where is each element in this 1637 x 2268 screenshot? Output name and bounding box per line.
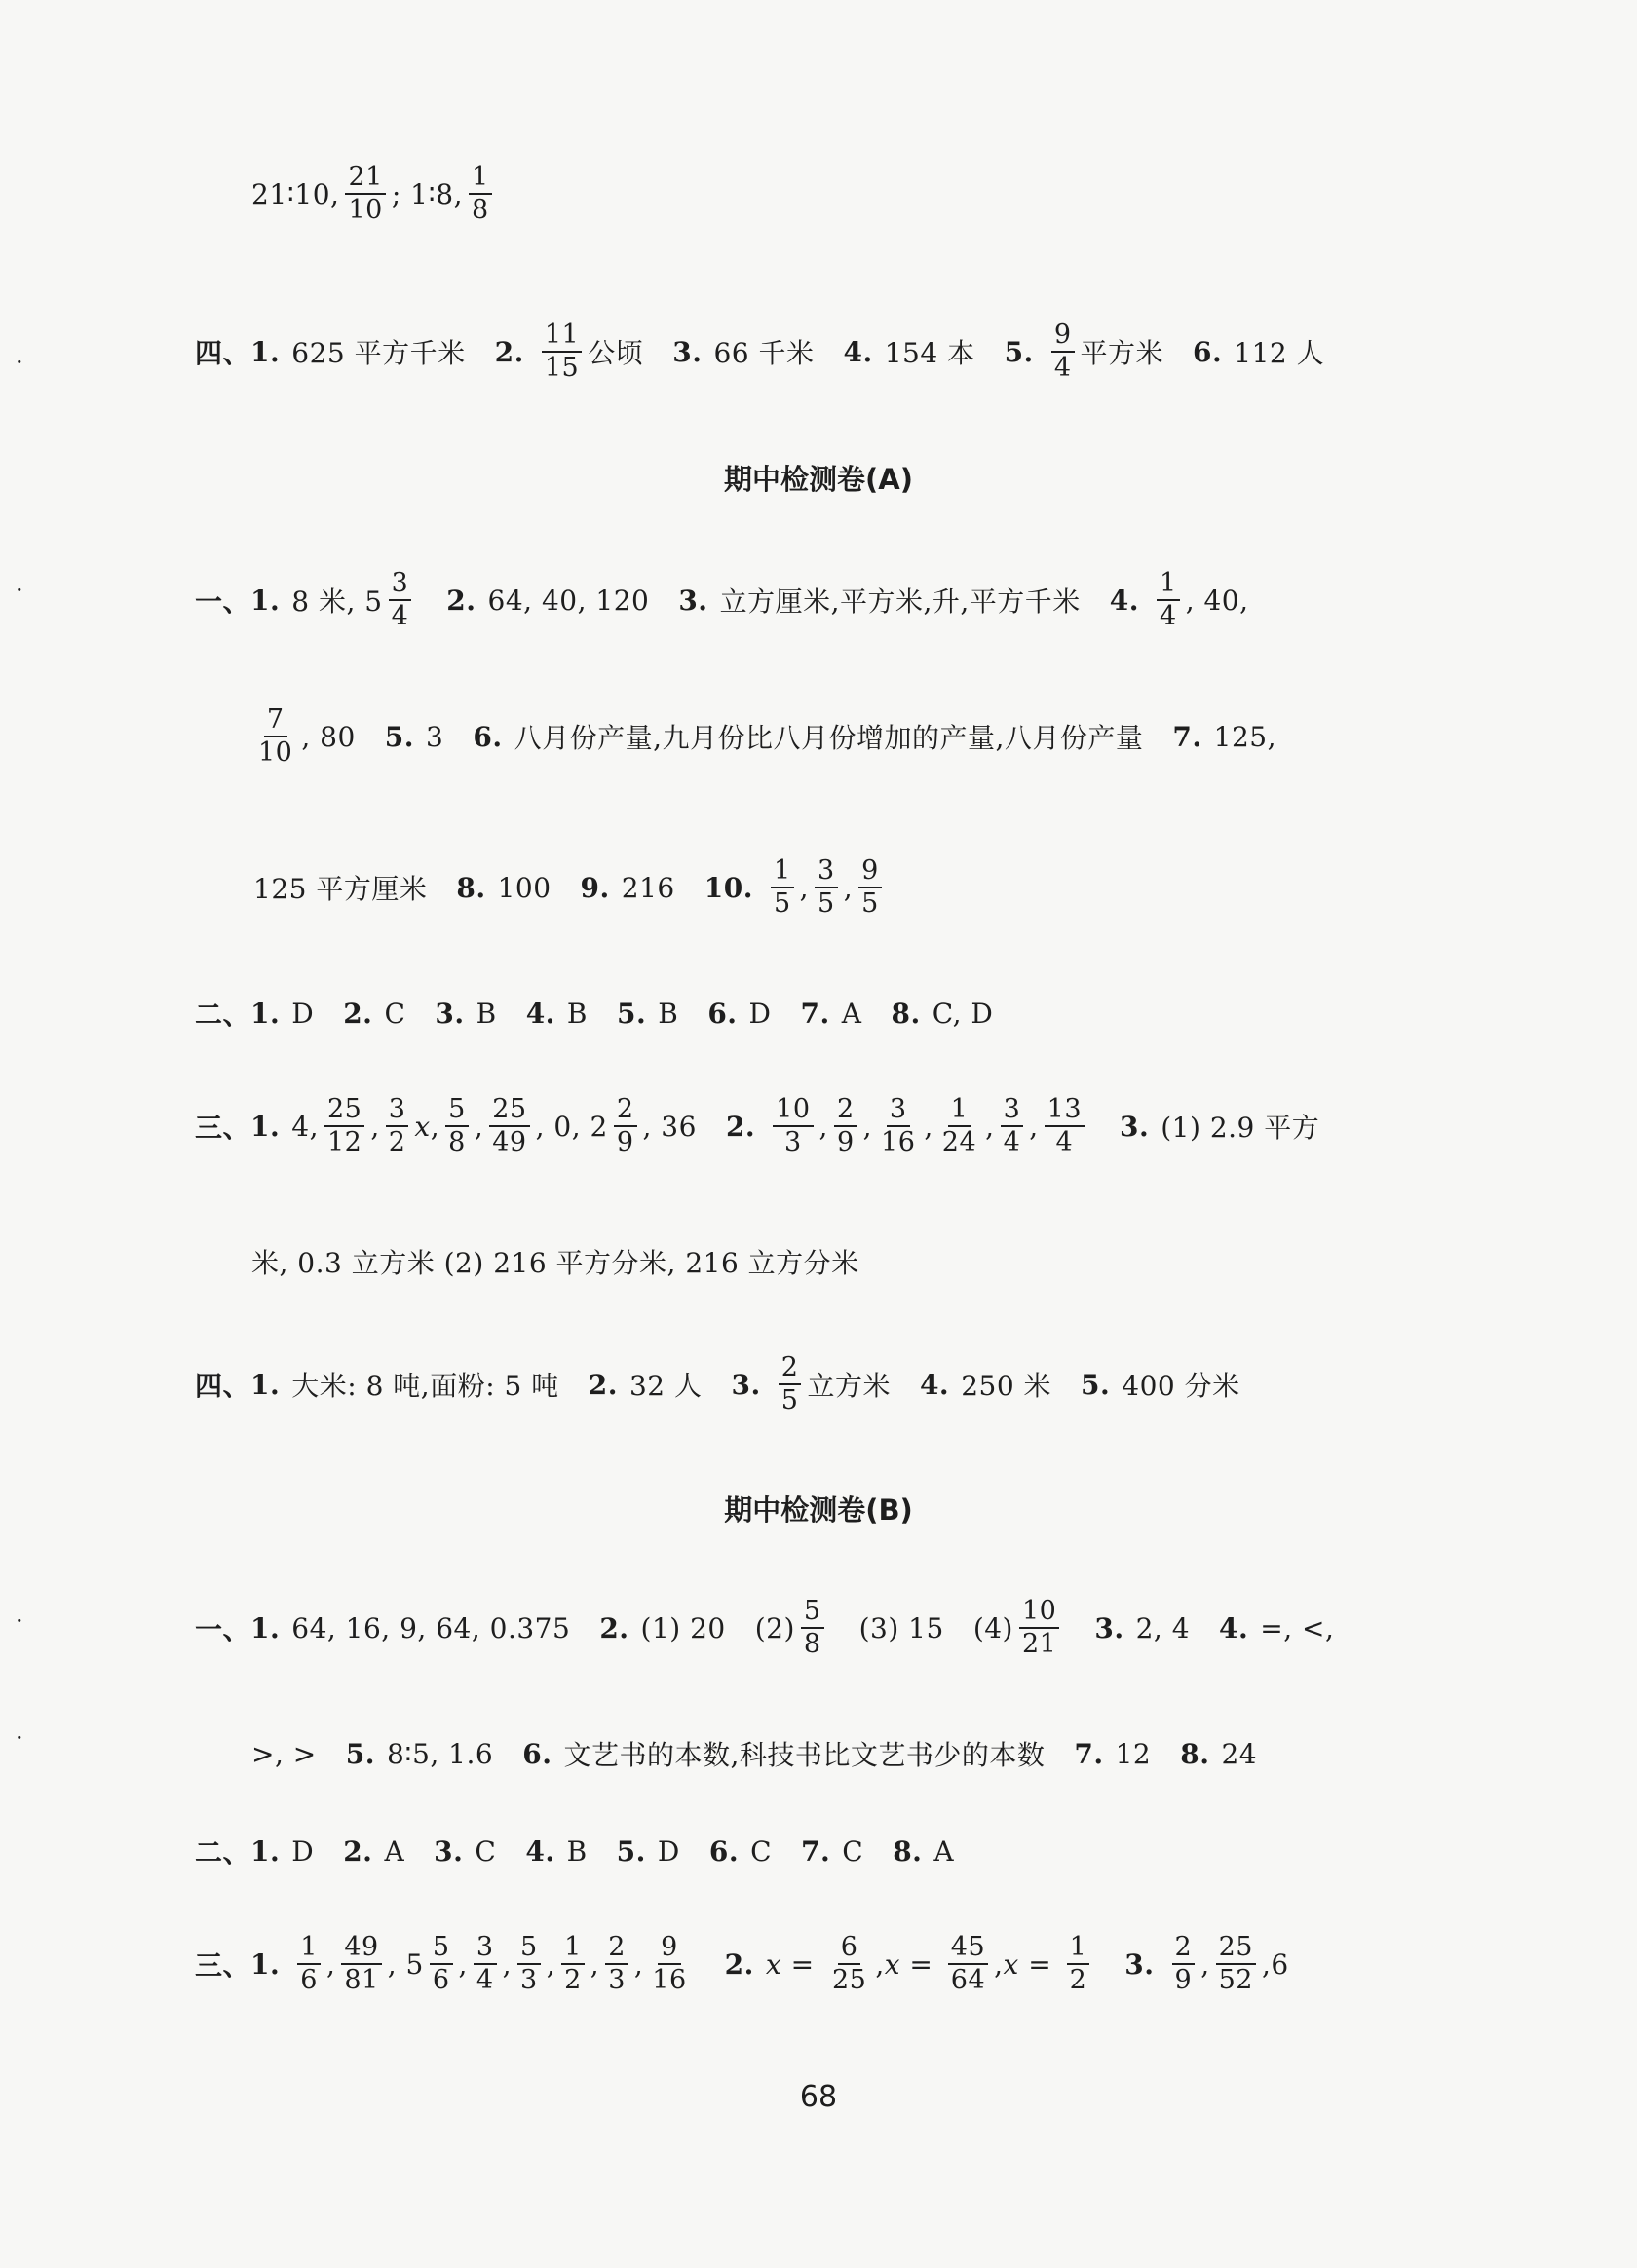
- fraction-denominator: 64: [950, 1965, 986, 1996]
- fraction-denominator: 4: [476, 1965, 494, 1996]
- fraction-numerator: 2: [1172, 1934, 1196, 1965]
- item-number: 1.: [250, 1947, 281, 1981]
- fraction-numerator: 5: [430, 1934, 453, 1965]
- text: (1) 20: [640, 1611, 726, 1644]
- fraction-denominator: 4: [1053, 353, 1072, 384]
- fraction: [389, 570, 412, 631]
- fraction-denominator: 15: [544, 353, 580, 384]
- fraction-numerator: 10: [773, 1096, 813, 1127]
- text: 2, 4: [1135, 1611, 1191, 1644]
- item-number: 2.: [446, 584, 476, 617]
- fraction: [771, 857, 794, 919]
- text: 21∶10,: [251, 177, 340, 210]
- item-number: 5.: [1081, 1368, 1111, 1401]
- fraction-numerator: 1: [948, 1096, 971, 1127]
- fraction: [834, 1096, 857, 1157]
- fraction-denominator: 9: [616, 1127, 634, 1158]
- fraction-denominator: 4: [1160, 601, 1177, 632]
- fraction-denominator: 3: [520, 1965, 538, 1996]
- fraction: [341, 1934, 381, 1995]
- fraction-denominator: 4: [391, 601, 409, 632]
- fraction-numerator: 25: [489, 1096, 529, 1127]
- text: ,: [875, 1947, 885, 1981]
- text: ,: [818, 1110, 828, 1143]
- text: ,: [633, 1947, 644, 1981]
- text: 32 人: [628, 1370, 703, 1403]
- text: C: [842, 1834, 864, 1868]
- item-number: 10.: [704, 871, 753, 904]
- fraction: [1051, 321, 1075, 383]
- fraction: [255, 706, 295, 768]
- text: ,: [325, 1947, 336, 1981]
- midA-yi-line-1: [195, 570, 1249, 631]
- section-label: 四、: [195, 337, 251, 370]
- fraction-numerator: 9: [658, 1934, 681, 1965]
- item-number: 1.: [250, 997, 281, 1030]
- fraction: [1001, 1096, 1024, 1157]
- fraction-numerator: 1: [561, 1934, 585, 1965]
- fraction-denominator: 2: [564, 1965, 582, 1996]
- text: 文艺书的本数,科技书比文艺书少的本数: [563, 1739, 1046, 1771]
- section-label: 一、: [195, 586, 251, 619]
- item-number: 8.: [1180, 1737, 1210, 1770]
- answer: 3: [426, 720, 444, 753]
- fraction-denominator: 6: [300, 1965, 318, 1996]
- answer: 8 米, 5: [291, 586, 383, 619]
- text: ,: [458, 1947, 468, 1981]
- section-title-midterm-a: 期中检测卷(A): [724, 463, 913, 496]
- item-number: 2.: [724, 1947, 754, 1981]
- midB-yi-line-1: [195, 1598, 1334, 1659]
- fraction-numerator: 6: [838, 1934, 861, 1965]
- fraction-denominator: 3: [608, 1965, 626, 1996]
- unit: 公顷: [588, 337, 644, 370]
- fraction-denominator: 6: [432, 1965, 450, 1996]
- fraction-numerator: 3: [386, 1096, 409, 1127]
- text: A: [384, 1834, 405, 1868]
- fraction: [948, 1934, 988, 1995]
- fraction-numerator: 3: [1001, 1096, 1024, 1127]
- item-number: 3.: [1120, 1110, 1150, 1143]
- fraction-denominator: 4: [1003, 1127, 1021, 1158]
- fraction-denominator: 8: [471, 195, 489, 226]
- fraction: [324, 1096, 364, 1157]
- item-number: 1.: [250, 335, 281, 368]
- fraction: [489, 1096, 529, 1157]
- item-number: 4.: [525, 1834, 555, 1868]
- choice: B: [476, 997, 497, 1030]
- fraction-numerator: 5: [445, 1096, 469, 1127]
- item-number: 6.: [708, 1834, 740, 1868]
- text: 大米: 8 吨,面粉: 5 吨: [291, 1370, 559, 1403]
- margin-dot: ·: [16, 349, 23, 376]
- item-number: 1.: [250, 584, 281, 617]
- text: (3) 15: [858, 1611, 944, 1644]
- item-number: 5.: [1004, 335, 1034, 368]
- section-label: 一、: [195, 1613, 251, 1646]
- midB-yi-line-2: [251, 1734, 1257, 1773]
- fraction-numerator: 25: [324, 1096, 364, 1127]
- unit: 平方米: [1080, 337, 1164, 370]
- fraction-denominator: 10: [258, 737, 293, 769]
- fraction-numerator: 3: [887, 1096, 910, 1127]
- fraction-numerator: 13: [1045, 1096, 1085, 1127]
- item-number: 2.: [599, 1611, 629, 1644]
- text: ; 1∶8,: [391, 177, 463, 210]
- midA-er-line: [195, 994, 993, 1033]
- text: ,: [590, 1947, 600, 1981]
- text: D: [291, 1834, 315, 1868]
- text: ,: [1200, 1947, 1210, 1981]
- fraction-denominator: 2: [388, 1127, 406, 1158]
- fraction-denominator: 8: [448, 1127, 466, 1158]
- text: ,: [924, 1110, 933, 1143]
- answer: 立方厘米,平方米,升,平方千米: [719, 586, 1081, 619]
- item-number: 2.: [725, 1110, 756, 1143]
- text: ,: [474, 1110, 484, 1143]
- section-label: 二、: [195, 999, 251, 1031]
- text: ,: [843, 871, 854, 904]
- answer: 112 人: [1234, 337, 1325, 370]
- text: ,: [1029, 1110, 1039, 1143]
- margin-dot: ·: [16, 577, 23, 604]
- item-number: 3.: [1124, 1947, 1155, 1981]
- fraction-numerator: 5: [517, 1934, 541, 1965]
- item-number: 9.: [580, 871, 610, 904]
- fraction: [1157, 570, 1180, 631]
- choice: B: [658, 997, 679, 1030]
- item-number: 3.: [434, 1834, 464, 1868]
- fraction: [517, 1934, 541, 1995]
- answer: 八月份产量,九月份比八月份增加的产量,八月份产量: [514, 722, 1144, 755]
- fraction-numerator: 5: [801, 1598, 824, 1629]
- answer: 125 平方厘米: [253, 873, 428, 906]
- item-number: 6.: [473, 720, 503, 753]
- fraction-numerator: 1: [297, 1934, 321, 1965]
- item-number: 6.: [1193, 335, 1223, 368]
- section-label: 二、: [195, 1836, 251, 1869]
- item-number: 4.: [525, 997, 555, 1030]
- midA-yi-line-2: [249, 706, 1276, 768]
- fraction-denominator: 5: [773, 888, 791, 920]
- item-number: 4.: [1109, 584, 1139, 617]
- item-number: 4.: [919, 1368, 950, 1401]
- fraction-numerator: 3: [474, 1934, 497, 1965]
- answer: 100: [497, 871, 552, 904]
- section-label: 三、: [195, 1112, 251, 1145]
- fraction-denominator: 9: [1174, 1965, 1193, 1996]
- item-number: 5.: [345, 1737, 375, 1770]
- fraction-denominator: 8: [803, 1629, 821, 1660]
- text: 400 分米: [1122, 1370, 1240, 1403]
- item-number: 2.: [343, 1834, 373, 1868]
- fraction-denominator: 5: [861, 888, 879, 920]
- text: (1) 2.9 平方: [1161, 1112, 1320, 1145]
- fraction-numerator: 45: [948, 1934, 988, 1965]
- fraction-numerator: 2: [779, 1354, 802, 1385]
- variable: x: [884, 1947, 901, 1981]
- variable: x: [765, 1947, 782, 1981]
- fraction-numerator: 1: [771, 857, 794, 888]
- fraction: [605, 1934, 628, 1995]
- fraction-numerator: 25: [1216, 1934, 1256, 1965]
- item-number: 1.: [250, 1834, 281, 1868]
- text: =: [900, 1947, 942, 1981]
- text: 8∶5, 1.6: [386, 1737, 494, 1770]
- midA-yi-line-3: [253, 857, 888, 919]
- text: ,: [799, 871, 810, 904]
- fraction: [345, 164, 385, 225]
- choice: D: [748, 997, 772, 1030]
- item-number: 8.: [891, 997, 921, 1030]
- item-number: 5.: [616, 1834, 646, 1868]
- text: ,: [862, 1110, 873, 1143]
- text: D: [657, 1834, 680, 1868]
- fraction-denominator: 9: [836, 1127, 855, 1158]
- text: C: [750, 1834, 773, 1868]
- answer: , 40,: [1185, 584, 1249, 617]
- fraction: [1172, 1934, 1196, 1995]
- item-number: 6.: [707, 997, 738, 1030]
- fraction-denominator: 21: [1021, 1629, 1057, 1660]
- midA-san-line-1: [195, 1096, 1319, 1157]
- fraction: [1019, 1598, 1059, 1659]
- answer: 625 平方千米: [291, 337, 466, 370]
- fraction: [779, 1354, 802, 1416]
- fraction-numerator: 3: [389, 570, 412, 601]
- text: 250 米: [961, 1370, 1052, 1403]
- midA-san-line-2: [251, 1242, 859, 1281]
- margin-dot: ·: [16, 1607, 23, 1635]
- choice: B: [566, 997, 588, 1030]
- text: ,: [994, 1947, 1004, 1981]
- answer: 216: [621, 871, 675, 904]
- fraction: [878, 1096, 918, 1157]
- item-number: 7.: [801, 1834, 831, 1868]
- fraction-numerator: 2: [605, 1934, 628, 1965]
- item-number: 5.: [384, 720, 415, 753]
- answer: , 80: [301, 720, 356, 753]
- text: ,: [546, 1947, 556, 1981]
- text: (4): [972, 1611, 1013, 1644]
- fraction-numerator: 1: [1157, 570, 1180, 601]
- fraction: [829, 1934, 869, 1995]
- choice: D: [291, 997, 315, 1030]
- fraction: [858, 857, 882, 919]
- fraction: [614, 1096, 637, 1157]
- page-number: 68: [799, 2080, 838, 2114]
- answer: 66 千米: [713, 337, 815, 370]
- fraction-denominator: 81: [344, 1965, 379, 1996]
- choice: A: [841, 997, 862, 1030]
- item-number: 8.: [893, 1834, 923, 1868]
- fraction-numerator: 1: [1067, 1934, 1090, 1965]
- text: B: [566, 1834, 588, 1868]
- fraction-numerator: 2: [834, 1096, 857, 1127]
- fraction: [1067, 1934, 1090, 1995]
- text: ,6: [1261, 1947, 1289, 1981]
- item-number: 8.: [456, 871, 486, 904]
- item-number: 1.: [250, 1368, 281, 1401]
- item-number: 1.: [250, 1611, 281, 1644]
- fraction: [1045, 1096, 1085, 1157]
- item-number: 4.: [843, 335, 873, 368]
- item-number: 7.: [800, 997, 830, 1030]
- text: 64, 16, 9, 64, 0.375: [291, 1611, 571, 1644]
- item-number: 2.: [494, 335, 524, 368]
- fraction: [801, 1598, 824, 1659]
- text: ,: [370, 1110, 380, 1143]
- text: ,: [430, 1110, 440, 1143]
- section-label: 三、: [195, 1949, 251, 1983]
- answer: 125,: [1213, 720, 1276, 753]
- fraction-denominator: 25: [831, 1965, 867, 1996]
- text: 12: [1115, 1737, 1152, 1770]
- ratio-answer-line: [251, 164, 498, 225]
- fraction: [561, 1934, 585, 1995]
- text: 4,: [291, 1110, 319, 1143]
- answer: 64, 40, 120: [487, 584, 650, 617]
- item-number: 3.: [678, 584, 708, 617]
- margin-dot: ·: [16, 1724, 23, 1752]
- fraction-numerator: 11: [542, 321, 582, 353]
- fraction-numerator: 2: [614, 1096, 637, 1127]
- item-number: 3.: [435, 997, 465, 1030]
- choice: C: [384, 997, 406, 1030]
- fraction-numerator: 1: [469, 164, 492, 195]
- item-number: 5.: [617, 997, 647, 1030]
- answer: 米, 0.3 立方米 (2) 216 平方分米, 216 立方分米: [251, 1247, 859, 1279]
- fraction-denominator: 5: [780, 1385, 799, 1417]
- text: >, >: [251, 1737, 317, 1770]
- fraction-denominator: 16: [652, 1965, 687, 1996]
- item-number: 3.: [672, 335, 703, 368]
- variable: x: [1003, 1947, 1019, 1981]
- fraction: [386, 1096, 409, 1157]
- fraction-denominator: 16: [881, 1127, 916, 1158]
- section-title-midterm-b: 期中检测卷(B): [724, 1493, 913, 1527]
- text: 24: [1221, 1737, 1258, 1770]
- item-number: 1.: [250, 1110, 281, 1143]
- text: , 5: [387, 1947, 424, 1981]
- item-number: 3.: [731, 1368, 761, 1401]
- item-number: 3.: [1094, 1611, 1124, 1644]
- fraction: [542, 321, 582, 383]
- fraction-denominator: 5: [818, 888, 835, 920]
- fraction-denominator: 52: [1218, 1965, 1253, 1996]
- text: =, <,: [1260, 1611, 1335, 1644]
- fraction-numerator: 3: [815, 857, 838, 888]
- fraction: [474, 1934, 497, 1995]
- text: ,: [502, 1947, 513, 1981]
- section-label: 四、: [195, 1370, 251, 1403]
- text: A: [933, 1834, 955, 1868]
- midA-si-line: [195, 1354, 1240, 1416]
- fraction: [445, 1096, 469, 1157]
- item-number: 7.: [1074, 1737, 1104, 1770]
- text: , 36: [642, 1110, 697, 1143]
- fraction-numerator: 9: [858, 857, 882, 888]
- item-number: 7.: [1172, 720, 1202, 753]
- text: C: [475, 1834, 497, 1868]
- fraction-numerator: 10: [1019, 1598, 1059, 1629]
- fraction-denominator: 4: [1055, 1127, 1074, 1158]
- midB-san-line: [195, 1934, 1289, 1995]
- item-number: 6.: [522, 1737, 552, 1770]
- answer: 154 本: [884, 337, 975, 370]
- midB-er-line: [195, 1832, 954, 1871]
- choice: C, D: [932, 997, 994, 1030]
- section-si-prev: [195, 321, 1324, 383]
- fraction-numerator: 49: [341, 1934, 381, 1965]
- fraction: [939, 1096, 979, 1157]
- fraction: [773, 1096, 813, 1157]
- variable: x: [414, 1110, 431, 1143]
- fraction: [430, 1934, 453, 1995]
- fraction: [649, 1934, 689, 1995]
- fraction-numerator: 7: [264, 706, 287, 737]
- item-number: 4.: [1219, 1611, 1249, 1644]
- text: =: [781, 1947, 823, 1981]
- text: =: [1018, 1947, 1061, 1981]
- item-number: 2.: [588, 1368, 618, 1401]
- fraction-denominator: 12: [326, 1127, 362, 1158]
- fraction-denominator: 24: [941, 1127, 977, 1158]
- fraction: [1216, 1934, 1256, 1995]
- fraction: [297, 1934, 321, 1995]
- fraction-denominator: 10: [348, 195, 383, 226]
- fraction-numerator: 9: [1051, 321, 1075, 353]
- fraction-denominator: 49: [492, 1127, 527, 1158]
- fraction-numerator: 21: [345, 164, 385, 195]
- fraction-denominator: 2: [1069, 1965, 1087, 1996]
- fraction-denominator: 3: [784, 1127, 802, 1158]
- text: ,: [985, 1110, 995, 1143]
- fraction: [469, 164, 492, 225]
- item-number: 2.: [343, 997, 373, 1030]
- text: 立方米: [807, 1370, 891, 1403]
- text: , 0, 2: [535, 1110, 608, 1143]
- text: (2): [754, 1611, 795, 1644]
- fraction: [815, 857, 838, 919]
